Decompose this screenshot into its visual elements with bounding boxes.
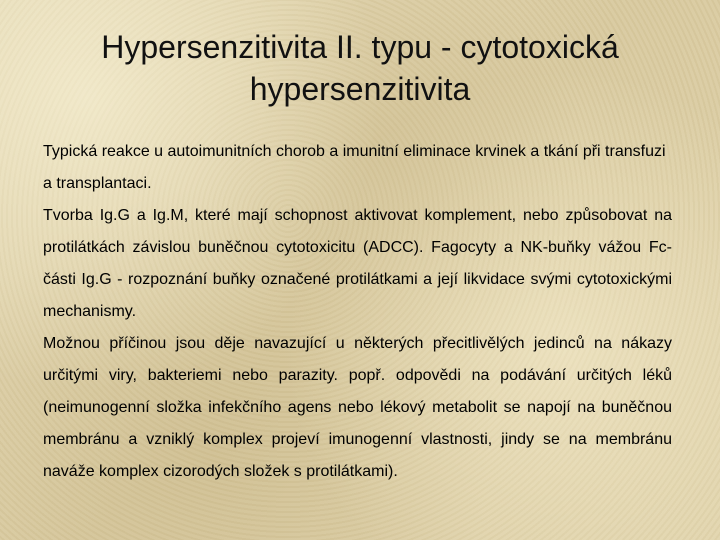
slide-body <box>43 136 672 488</box>
paragraph-1: Typická reakce u autoimunitních chorob a imunitní eliminace krvinek a tkání při transfuzi a transplantaci. <box>43 143 666 192</box>
paragraph-2: Tvorba Ig.G a Ig.M, které mají schopnost aktivovat komplement, nebo způsobovat na protilátkách závislou buněčnou cytotoxicitu (ADCC). Fagocyty a NK-buňky vážou Fc-části Ig.G - rozpoznání buňky označené protilátkami a její likvidace svými cytotoxickými mechanismy. <box>43 207 672 320</box>
slide-title: Hypersenzitivita II. typu - cytotoxická hypersenzitivita <box>101 29 619 107</box>
paragraph-3: Možnou příčinou jsou děje navazující u některých přecitlivělých jedinců na nákazy určitými viry, bakteriemi nebo parazity. popř. odpovědi na podávání určitých léků (neimunogenní složka infekčního agens nebo lékový metabolit se napojí na buněčnou membránu a vzniklý komplex projeví imunogenní vlastnosti, jindy se na membránu naváže komplex cizorodých složek s protilátkami). <box>43 335 672 480</box>
